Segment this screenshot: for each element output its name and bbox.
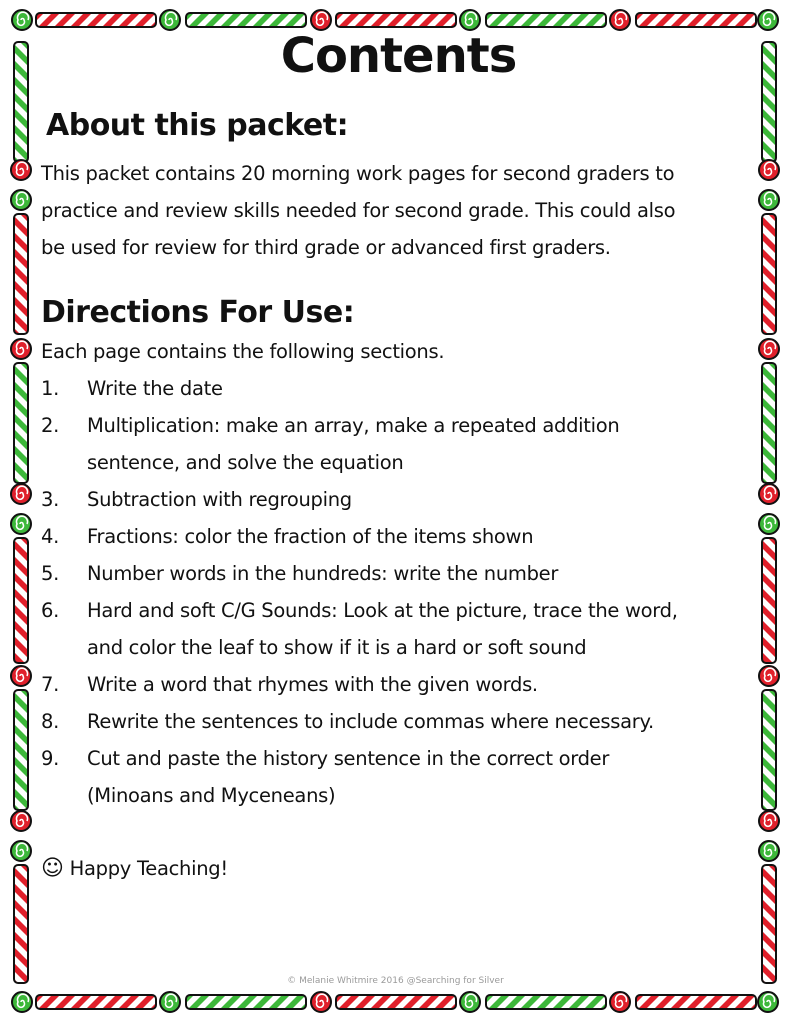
red-candy-icon xyxy=(11,811,31,831)
closing-message xyxy=(41,856,228,881)
about-line: practice and review skills needed for second grade. This could also xyxy=(41,199,676,222)
item-text: (Minoans and Myceneans) xyxy=(87,784,336,807)
red-candy-icon xyxy=(11,484,31,504)
red-candy-icon xyxy=(11,160,31,180)
item-number: 3. xyxy=(41,488,60,511)
green-candy-icon xyxy=(12,992,32,1012)
green-candy-icon xyxy=(11,190,31,210)
list-item xyxy=(41,370,756,407)
green-candy-icon xyxy=(160,10,180,30)
green-candy-icon xyxy=(759,841,779,861)
item-number: 2. xyxy=(41,414,60,437)
red-candy-icon xyxy=(11,339,31,359)
item-number: 6. xyxy=(41,599,60,622)
green-candy-icon xyxy=(759,190,779,210)
item-number: 4. xyxy=(41,525,60,548)
directions-intro: Each page contains the following sections. xyxy=(41,340,445,363)
green-candy-icon xyxy=(160,992,180,1012)
item-number: 8. xyxy=(41,710,60,733)
green-candy-icon xyxy=(758,992,778,1012)
item-number: 1. xyxy=(41,377,60,400)
directions-heading: Directions For Use: xyxy=(41,295,355,330)
about-line: This packet contains 20 morning work pages for second graders to xyxy=(41,162,675,185)
red-candy-icon xyxy=(11,666,31,686)
about-paragraph xyxy=(41,155,756,266)
item-text: Fractions: color the fraction of the items shown xyxy=(87,525,534,548)
item-text: Multiplication: make an array, make a repeated addition xyxy=(87,414,620,437)
green-candy-icon xyxy=(759,514,779,534)
list-item xyxy=(41,481,756,518)
list-item xyxy=(41,592,756,666)
red-candy-icon xyxy=(311,10,331,30)
item-number: 9. xyxy=(41,747,60,770)
list-item xyxy=(41,703,756,740)
item-text: Subtraction with regrouping xyxy=(87,488,352,511)
about-heading: About this packet: xyxy=(46,108,349,143)
item-text: and color the leaf to show if it is a hard or soft sound xyxy=(87,636,587,659)
red-candy-icon xyxy=(610,10,630,30)
red-candy-icon xyxy=(759,160,779,180)
list-item xyxy=(41,407,756,481)
list-item xyxy=(41,740,756,814)
red-candy-icon xyxy=(311,992,331,1012)
directions-list xyxy=(41,370,756,814)
list-item xyxy=(41,555,756,592)
green-candy-icon xyxy=(460,10,480,30)
red-candy-icon xyxy=(759,339,779,359)
item-text: Cut and paste the history sentence in the correct order xyxy=(87,747,610,770)
closing-text: Happy Teaching! xyxy=(69,857,228,880)
red-candy-icon xyxy=(759,811,779,831)
red-candy-icon xyxy=(759,484,779,504)
smiley-icon: ☺ xyxy=(41,856,64,881)
red-candy-icon xyxy=(610,992,630,1012)
copyright-footer: © Melanie Whitmire 2016 @Searching for Silver xyxy=(287,976,504,986)
item-text: Number words in the hundreds: write the number xyxy=(87,562,559,585)
green-candy-icon xyxy=(758,10,778,30)
item-text: Rewrite the sentences to include commas where necessary. xyxy=(87,710,654,733)
about-line: be used for review for third grade or advanced first graders. xyxy=(41,236,611,259)
green-candy-icon xyxy=(11,514,31,534)
list-item xyxy=(41,666,756,703)
red-candy-icon xyxy=(759,666,779,686)
item-number: 5. xyxy=(41,562,60,585)
item-text: Hard and soft C/G Sounds: Look at the picture, trace the word, xyxy=(87,599,678,622)
green-candy-icon xyxy=(12,10,32,30)
item-number: 7. xyxy=(41,673,60,696)
green-candy-icon xyxy=(11,841,31,861)
page-title: Contents xyxy=(280,28,517,84)
item-text: sentence, and solve the equation xyxy=(87,451,404,474)
item-text: Write the date xyxy=(87,377,223,400)
list-item xyxy=(41,518,756,555)
green-candy-icon xyxy=(460,992,480,1012)
item-text: Write a word that rhymes with the given words. xyxy=(87,673,538,696)
